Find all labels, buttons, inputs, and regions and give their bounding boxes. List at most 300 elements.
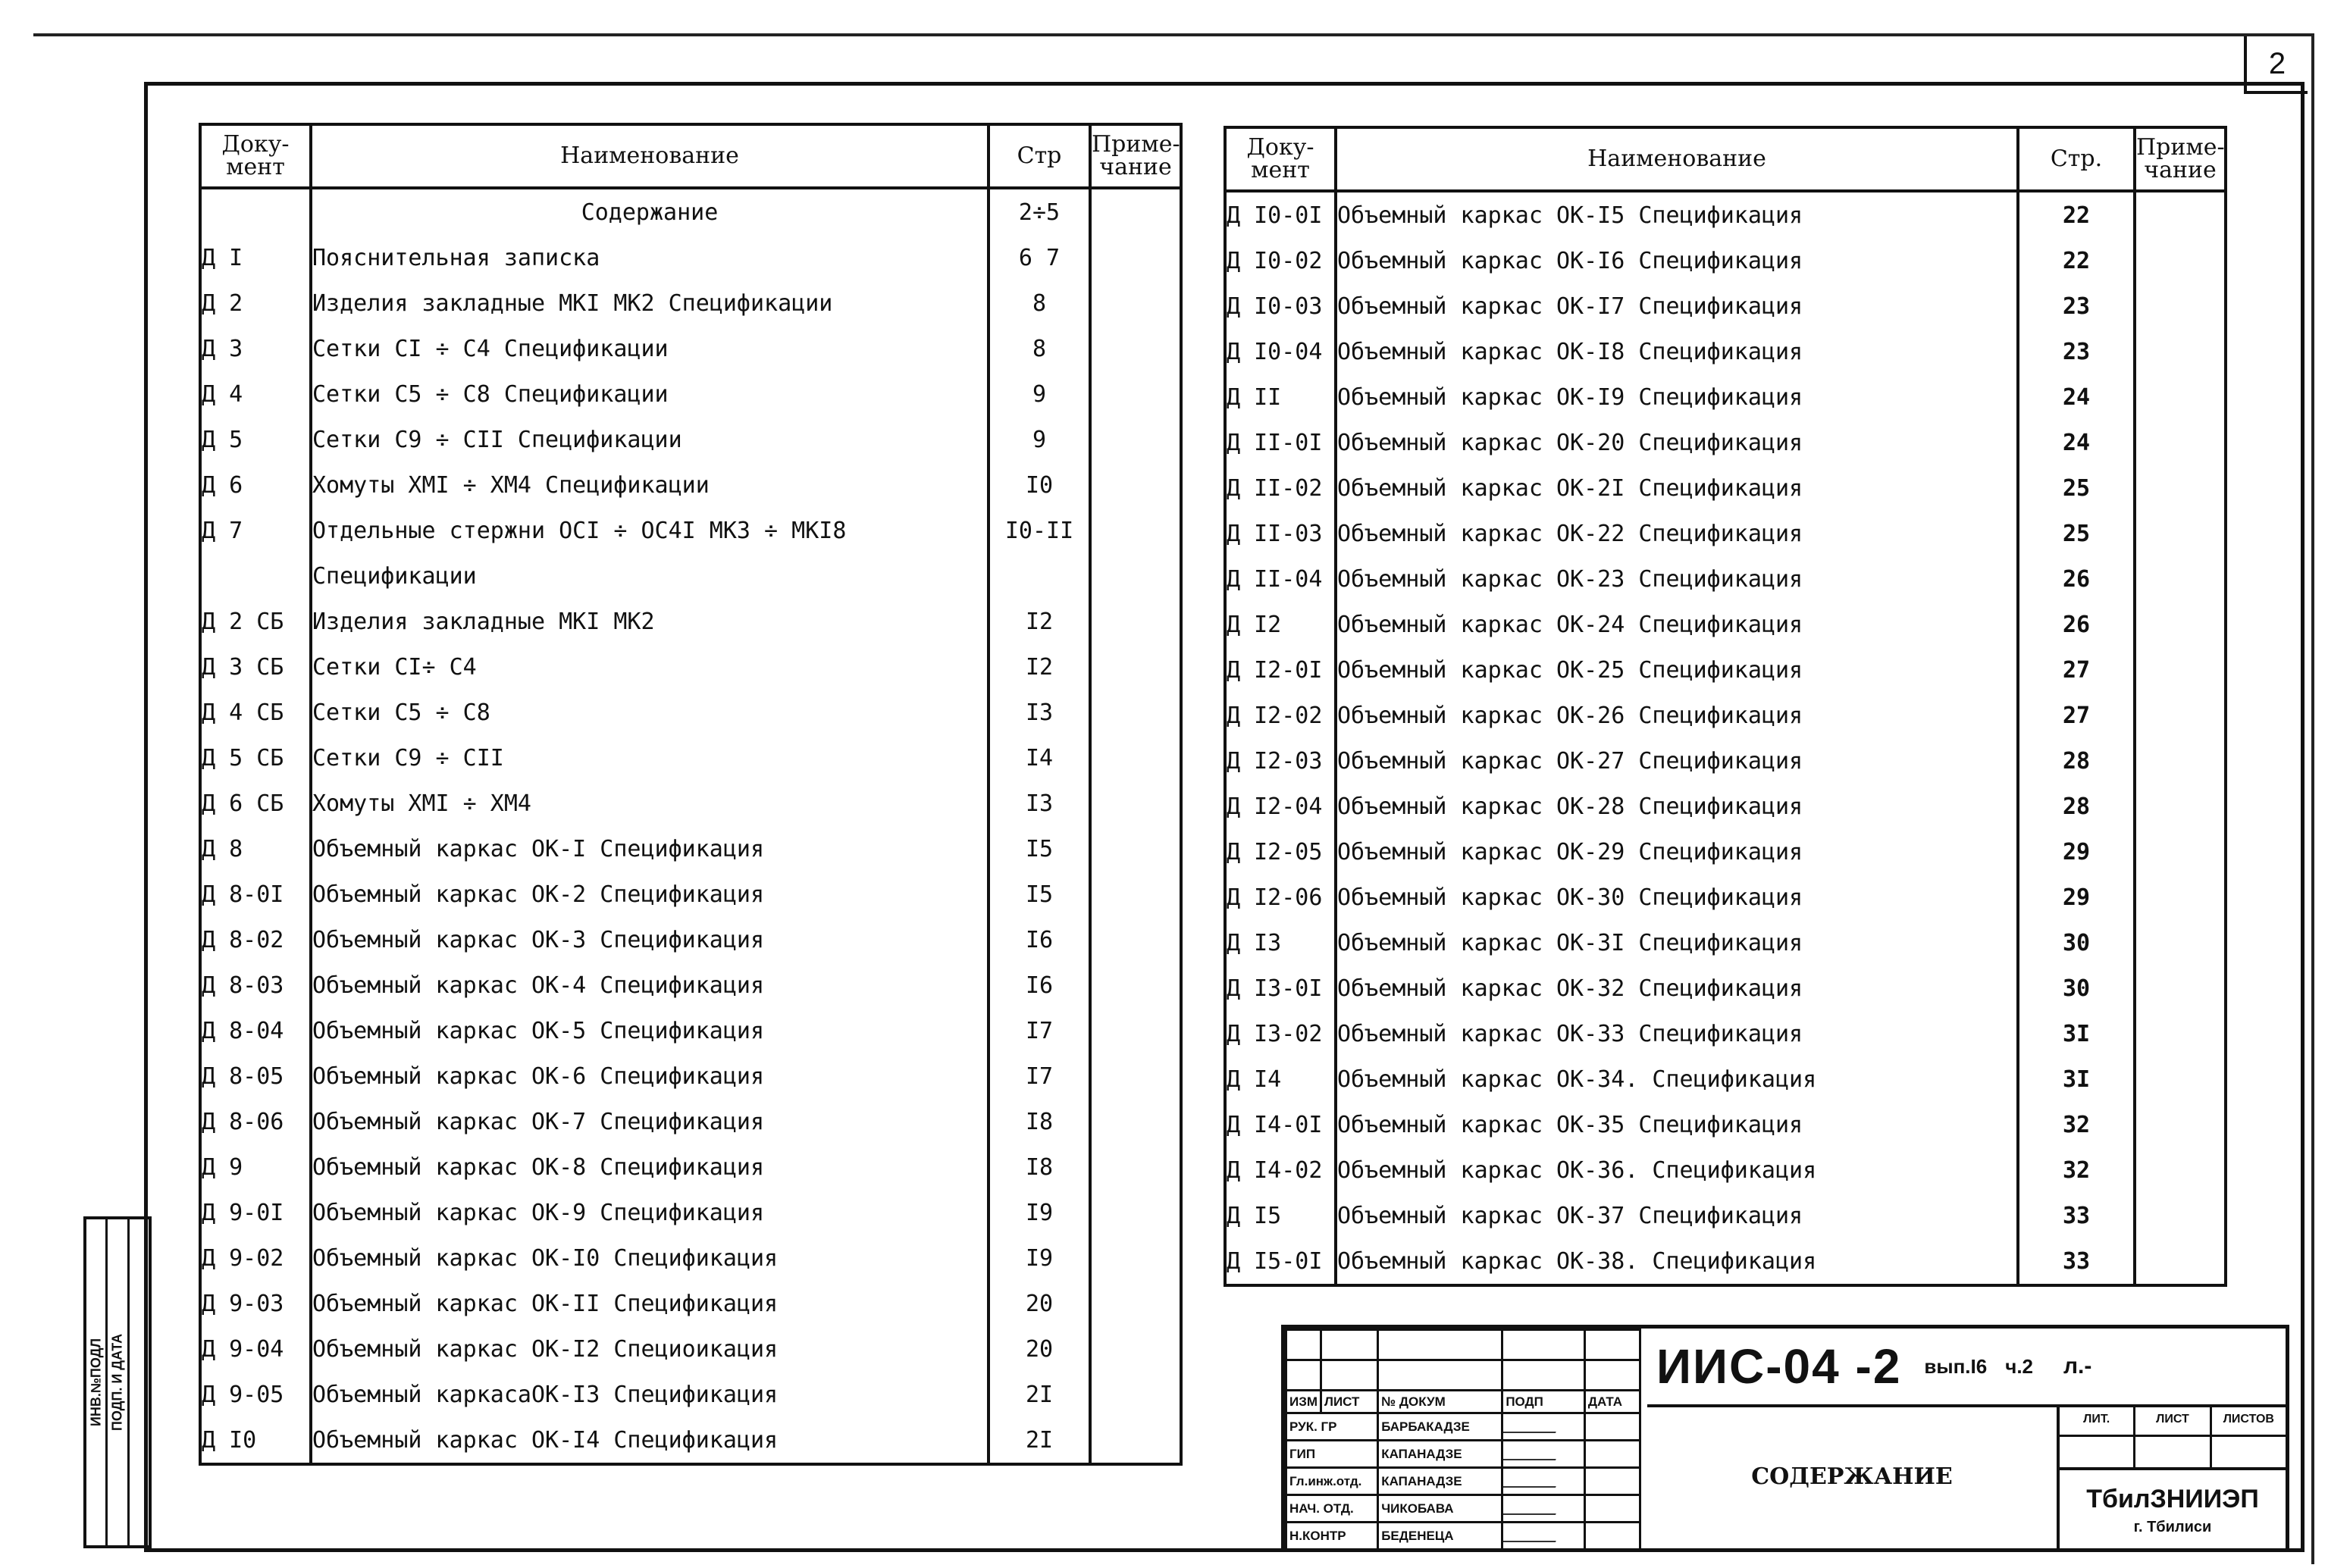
row-name: Объемный каркас ОК-8 Спецификация <box>311 1144 989 1190</box>
row-name: Объемный каркас ОК-36. Спецификация <box>1336 1147 2018 1193</box>
row-note <box>2135 602 2226 647</box>
row-note <box>1090 644 1181 690</box>
table-row <box>200 462 1181 508</box>
row-document-code: Д I3 <box>1225 920 1336 966</box>
row-note <box>2135 1193 2226 1238</box>
row-name: Объемный каркас ОК-25 Спецификация <box>1336 647 2018 693</box>
tb-empty <box>1286 1360 1321 1391</box>
row-document-code: Д I0-04 <box>1225 329 1336 374</box>
row-name: Спецификации <box>311 553 989 599</box>
row-page: 22 <box>2018 238 2135 283</box>
staff-name: КАПАНАДЗЕ <box>1378 1468 1502 1495</box>
row-note <box>2135 647 2226 693</box>
row-document-code: Д 8 <box>200 826 311 872</box>
row-name: Объемный каркас ОК-32 Спецификация <box>1336 966 2018 1011</box>
tb-empty <box>1321 1330 1378 1360</box>
row-document-code: Д 8-05 <box>200 1053 311 1099</box>
row-note <box>1090 1190 1181 1235</box>
row-name: Объемный каркас ОК-I2 Специоикация <box>311 1326 989 1372</box>
row-note <box>1090 962 1181 1008</box>
table-row <box>200 371 1181 417</box>
table-row <box>1225 647 2226 693</box>
table-row <box>1225 465 2226 511</box>
table-row <box>1225 283 2226 329</box>
staff-row <box>1286 1495 1640 1523</box>
row-note <box>1090 1281 1181 1326</box>
row-document-code: Д II-02 <box>1225 465 1336 511</box>
header-document: Доку- мент <box>200 124 311 188</box>
tb-header-izm: ИЗМ <box>1286 1391 1321 1413</box>
row-name: Пояснительная записка <box>311 235 989 280</box>
table-row <box>1225 420 2226 465</box>
row-page: I2 <box>989 644 1090 690</box>
contents-right-body <box>1225 191 2226 1285</box>
row-name: Изделия закладные МКI МК2 <box>311 599 989 644</box>
row-name: Объемный каркас ОК-2I Спецификация <box>1336 465 2018 511</box>
table-row <box>200 599 1181 644</box>
row-name: Объемный каркас ОК-28 Спецификация <box>1336 784 2018 829</box>
title-block-signatures <box>1285 1329 1641 1551</box>
table-row <box>1225 875 2226 920</box>
row-name: Объемный каркас ОК-4 Спецификация <box>311 962 989 1008</box>
row-page: 2I <box>989 1372 1090 1417</box>
row-name: Объемный каркас ОК-I5 Спецификация <box>1336 191 2018 238</box>
row-document-code <box>200 553 311 599</box>
table-row <box>200 1008 1181 1053</box>
row-document-code: Д I4-0I <box>1225 1102 1336 1147</box>
staff-row <box>1286 1468 1640 1495</box>
document-code: ИИС-04 -2 <box>1656 1339 1902 1394</box>
tb-empty <box>1378 1360 1502 1391</box>
row-document-code: Д I2-05 <box>1225 829 1336 875</box>
row-document-code: Д 3 СБ <box>200 644 311 690</box>
table-row <box>1225 1238 2226 1285</box>
row-page: I7 <box>989 1008 1090 1053</box>
tb-sheets-value <box>2212 1437 2286 1467</box>
tb-stage-label: ЛИТ. <box>2060 1404 2135 1435</box>
document-sheet-label: л.- <box>2063 1354 2092 1379</box>
row-name: Объемный каркас ОК-20 Спецификация <box>1336 420 2018 465</box>
header-name: Наименование <box>311 124 989 188</box>
table-row <box>200 1053 1181 1099</box>
row-document-code: Д 3 <box>200 326 311 371</box>
staff-role: Гл.инж.отд. <box>1286 1468 1378 1495</box>
tb-sheet-label: ЛИСТ <box>2135 1404 2211 1435</box>
row-document-code: Д I2-04 <box>1225 784 1336 829</box>
row-page: 2÷5 <box>989 188 1090 235</box>
row-document-code: Д 6 СБ <box>200 781 311 826</box>
row-page: 2I <box>989 1417 1090 1464</box>
contents-left-body <box>200 188 1181 1464</box>
row-note <box>1090 872 1181 917</box>
row-note <box>2135 511 2226 556</box>
row-document-code: Д II-03 <box>1225 511 1336 556</box>
row-name: Хомуты ХМI ÷ ХМ4 Спецификации <box>311 462 989 508</box>
table-row <box>1225 511 2226 556</box>
table-row <box>1225 1147 2226 1193</box>
header-note: Приме- чание <box>2135 127 2226 191</box>
row-name: Содержание <box>311 188 989 235</box>
row-note <box>2135 283 2226 329</box>
staff-signature <box>1502 1495 1585 1523</box>
tb-header-date: ДАТА <box>1584 1391 1640 1413</box>
row-document-code: Д I2-06 <box>1225 875 1336 920</box>
row-note <box>1090 280 1181 326</box>
row-document-code: Д II-0I <box>1225 420 1336 465</box>
row-document-code: Д I3-02 <box>1225 1011 1336 1056</box>
table-row <box>200 917 1181 962</box>
row-page: 9 <box>989 371 1090 417</box>
table-row <box>1225 920 2226 966</box>
header-page: Стр. <box>2018 127 2135 191</box>
row-name: Объемный каркас ОК-I4 Спецификация <box>311 1417 989 1464</box>
staff-row <box>1286 1441 1640 1468</box>
side-stamp-col-sign-date <box>108 1219 129 1545</box>
row-document-code: Д 8-04 <box>200 1008 311 1053</box>
table-row <box>200 280 1181 326</box>
row-page: 3I <box>2018 1011 2135 1056</box>
tb-sheet-info <box>2060 1404 2286 1548</box>
row-note <box>2135 329 2226 374</box>
row-document-code: Д I5-0I <box>1225 1238 1336 1285</box>
row-page: 30 <box>2018 920 2135 966</box>
row-document-code: Д II <box>1225 374 1336 420</box>
staff-name: БЕДЕНЕЦА <box>1378 1523 1502 1550</box>
row-note <box>1090 917 1181 962</box>
row-page: 28 <box>2018 738 2135 784</box>
staff-row <box>1286 1413 1640 1441</box>
row-name: Объемный каркас ОК-I8 Спецификация <box>1336 329 2018 374</box>
table-row <box>200 1417 1181 1464</box>
row-note <box>1090 1417 1181 1464</box>
row-document-code: Д I0-03 <box>1225 283 1336 329</box>
row-note <box>1090 1144 1181 1190</box>
row-document-code: Д I <box>200 235 311 280</box>
row-note <box>1090 781 1181 826</box>
row-page: 27 <box>2018 693 2135 738</box>
row-page: I7 <box>989 1053 1090 1099</box>
row-page: I5 <box>989 872 1090 917</box>
row-name: Объемный каркас ОК-30 Спецификация <box>1336 875 2018 920</box>
table-row <box>1225 966 2226 1011</box>
row-document-code: Д 9-03 <box>200 1281 311 1326</box>
row-document-code: Д 2 <box>200 280 311 326</box>
row-note <box>1090 1326 1181 1372</box>
row-note <box>2135 1238 2226 1285</box>
row-document-code: Д 9-0I <box>200 1190 311 1235</box>
row-note <box>2135 465 2226 511</box>
row-name: Объемный каркас ОК-37 Спецификация <box>1336 1193 2018 1238</box>
row-name: Объемный каркас ОК-24 Спецификация <box>1336 602 2018 647</box>
row-note <box>2135 920 2226 966</box>
table-row <box>1225 191 2226 238</box>
row-name: Объемный каркас ОК-35 Спецификация <box>1336 1102 2018 1147</box>
row-page: 27 <box>2018 647 2135 693</box>
tb-empty <box>1584 1330 1640 1360</box>
signature-mark <box>1502 1444 1562 1460</box>
row-page: 32 <box>2018 1102 2135 1147</box>
tb-empty <box>1502 1360 1585 1391</box>
tb-header-sign: ПОДП <box>1502 1391 1585 1413</box>
row-document-code: Д I3-0I <box>1225 966 1336 1011</box>
row-page: 8 <box>989 280 1090 326</box>
row-page: I6 <box>989 917 1090 962</box>
table-row <box>200 553 1181 599</box>
table-row <box>200 735 1181 781</box>
row-document-code: Д 4 СБ <box>200 690 311 735</box>
row-document-code: Д I0 <box>200 1417 311 1464</box>
signature-mark <box>1502 1471 1562 1488</box>
row-name: Объемный каркас ОК-3I Спецификация <box>1336 920 2018 966</box>
row-note <box>1090 1008 1181 1053</box>
row-page: 22 <box>2018 191 2135 238</box>
table-row <box>200 1144 1181 1190</box>
staff-signature <box>1502 1468 1585 1495</box>
row-note <box>2135 693 2226 738</box>
document-title: СОДЕРЖАНИЕ <box>1647 1404 2060 1548</box>
row-name: Сетки С9 ÷ СII <box>311 735 989 781</box>
row-page: 23 <box>2018 329 2135 374</box>
row-page: 33 <box>2018 1238 2135 1285</box>
tb-sheets-label: ЛИСТОВ <box>2223 1413 2274 1426</box>
row-note <box>1090 417 1181 462</box>
header-note: Приме- чание <box>1090 124 1181 188</box>
document-part: ч.2 <box>2005 1354 2033 1378</box>
row-note <box>2135 875 2226 920</box>
title-block <box>1281 1325 2289 1552</box>
staff-date <box>1584 1468 1640 1495</box>
row-note <box>2135 374 2226 420</box>
row-page: 25 <box>2018 465 2135 511</box>
row-document-code: Д I0-0I <box>1225 191 1336 238</box>
staff-signature <box>1502 1441 1585 1468</box>
row-document-code: Д 8-02 <box>200 917 311 962</box>
header-name: Наименование <box>1336 127 2018 191</box>
row-note <box>2135 238 2226 283</box>
row-name: Объемный каркас ОК-22 Спецификация <box>1336 511 2018 556</box>
row-document-code: Д 6 <box>200 462 311 508</box>
row-page: 25 <box>2018 511 2135 556</box>
row-document-code: Д I4 <box>1225 1056 1336 1102</box>
side-stamp-sign-date-label: ПОДП. И ДАТА <box>109 1333 125 1432</box>
row-note <box>1090 690 1181 735</box>
table-row <box>1225 829 2226 875</box>
row-page: I0 <box>989 462 1090 508</box>
tb-sheet-headers <box>2060 1404 2286 1437</box>
row-page: I9 <box>989 1235 1090 1281</box>
table-row <box>1225 329 2226 374</box>
row-note <box>2135 1102 2226 1147</box>
row-page: I0-II <box>989 508 1090 553</box>
row-page: 26 <box>2018 602 2135 647</box>
row-document-code: Д 8-03 <box>200 962 311 1008</box>
row-note <box>2135 738 2226 784</box>
table-row <box>200 326 1181 371</box>
row-page: I3 <box>989 781 1090 826</box>
row-document-code: Д I2 <box>1225 602 1336 647</box>
table-row <box>200 781 1181 826</box>
table-row <box>1225 784 2226 829</box>
row-name: Отдельные стержни ОСI ÷ ОС4I МК3 ÷ МКI8 <box>311 508 989 553</box>
staff-date <box>1584 1441 1640 1468</box>
staff-role: ГИП <box>1286 1441 1378 1468</box>
row-note <box>2135 966 2226 1011</box>
row-page: I9 <box>989 1190 1090 1235</box>
signature-mark <box>1502 1526 1562 1542</box>
row-name: Сетки С9 ÷ СII Спецификации <box>311 417 989 462</box>
tb-empty <box>1502 1330 1585 1360</box>
row-document-code: Д II-04 <box>1225 556 1336 602</box>
row-note <box>2135 1011 2226 1056</box>
row-name: Объемный каркас ОК-I6 Спецификация <box>1336 238 2018 283</box>
document-issue: вып.I6 <box>1924 1354 1988 1378</box>
row-document-code: Д I2-03 <box>1225 738 1336 784</box>
row-document-code: Д I4-02 <box>1225 1147 1336 1193</box>
row-document-code: Д I0-02 <box>1225 238 1336 283</box>
tb-sheet-value <box>2135 1437 2211 1467</box>
side-stamp-col-inventory <box>86 1219 108 1545</box>
row-note <box>1090 1053 1181 1099</box>
tb-header-doc-no: № ДОКУМ <box>1378 1391 1502 1413</box>
row-page: 24 <box>2018 420 2135 465</box>
tb-organization <box>2060 1470 2286 1551</box>
table-row <box>1225 374 2226 420</box>
row-document-code: Д 7 <box>200 508 311 553</box>
row-document-code <box>200 188 311 235</box>
table-row <box>200 417 1181 462</box>
contents-table-left <box>199 123 1183 1466</box>
contents-table-right <box>1224 126 2227 1287</box>
table-row <box>200 826 1181 872</box>
row-note <box>1090 599 1181 644</box>
row-note <box>1090 553 1181 599</box>
table-row <box>1225 1056 2226 1102</box>
row-name: Объемный каркас ОК-I9 Спецификация <box>1336 374 2018 420</box>
row-name: Объемный каркас ОК-9 Спецификация <box>311 1190 989 1235</box>
row-name: Объемный каркасаОК-I3 Спецификация <box>311 1372 989 1417</box>
row-page: 33 <box>2018 1193 2135 1238</box>
staff-role: Н.КОНТР <box>1286 1523 1378 1550</box>
row-page: I5 <box>989 826 1090 872</box>
row-note <box>1090 1372 1181 1417</box>
row-name: Объемный каркас ОК-3 Спецификация <box>311 917 989 962</box>
table-row <box>200 690 1181 735</box>
row-page: 6 7 <box>989 235 1090 280</box>
row-name: Объемный каркас ОК-7 Спецификация <box>311 1099 989 1144</box>
row-page: 20 <box>989 1281 1090 1326</box>
row-name: Объемный каркас ОК-29 Спецификация <box>1336 829 2018 875</box>
row-page: 24 <box>2018 374 2135 420</box>
table-row <box>200 235 1181 280</box>
staff-name: БАРБАКАДЗЕ <box>1378 1413 1502 1441</box>
header-document: Доку- мент <box>1225 127 1336 191</box>
row-name: Сетки СI÷ С4 <box>311 644 989 690</box>
row-document-code: Д 4 <box>200 371 311 417</box>
row-page: 28 <box>2018 784 2135 829</box>
row-name: Объемный каркас ОК-33 Спецификация <box>1336 1011 2018 1056</box>
signature-mark <box>1502 1498 1562 1515</box>
table-row <box>1225 602 2226 647</box>
row-note <box>2135 1147 2226 1193</box>
row-document-code: Д 9-02 <box>200 1235 311 1281</box>
organization-city: г. Тбилиси <box>2133 1519 2212 1535</box>
row-note <box>1090 826 1181 872</box>
row-page: I3 <box>989 690 1090 735</box>
side-stamp-col-blank <box>130 1219 149 1545</box>
table-row <box>200 962 1181 1008</box>
row-name: Объемный каркас ОК-5 Спецификация <box>311 1008 989 1053</box>
row-note <box>1090 235 1181 280</box>
row-document-code: Д 5 СБ <box>200 735 311 781</box>
row-page: I8 <box>989 1099 1090 1144</box>
row-name: Объемный каркас ОК-I Спецификация <box>311 826 989 872</box>
table-row <box>200 1099 1181 1144</box>
row-name: Сетки С5 ÷ С8 <box>311 690 989 735</box>
row-name: Объемный каркас ОК-26 Спецификация <box>1336 693 2018 738</box>
row-name: Объемный каркас ОК-38. Спецификация <box>1336 1238 2018 1285</box>
table-row <box>1225 1102 2226 1147</box>
row-note <box>1090 508 1181 553</box>
row-note <box>1090 371 1181 417</box>
row-name: Объемный каркас ОК-I0 Спецификация <box>311 1235 989 1281</box>
tb-empty <box>1321 1360 1378 1391</box>
tb-staff-rows <box>1286 1413 1640 1550</box>
row-document-code: Д 8-0I <box>200 872 311 917</box>
row-document-code: Д I2-02 <box>1225 693 1336 738</box>
row-page: 23 <box>2018 283 2135 329</box>
tb-empty <box>1378 1330 1502 1360</box>
row-document-code: Д 2 СБ <box>200 599 311 644</box>
row-note <box>2135 829 2226 875</box>
organization-name: ТбилЗНИИЭП <box>2086 1485 2259 1513</box>
staff-name: КАПАНАДЗЕ <box>1378 1441 1502 1468</box>
staff-signature <box>1502 1413 1585 1441</box>
staff-signature <box>1502 1523 1585 1550</box>
row-page: I6 <box>989 962 1090 1008</box>
table-row <box>200 1326 1181 1372</box>
staff-date <box>1584 1523 1640 1550</box>
table-row <box>200 188 1181 235</box>
table-row <box>1225 693 2226 738</box>
row-name: Сетки СI ÷ С4 Спецификации <box>311 326 989 371</box>
row-page: 29 <box>2018 875 2135 920</box>
row-note <box>1090 1099 1181 1144</box>
row-note <box>2135 1056 2226 1102</box>
row-note <box>2135 420 2226 465</box>
row-page: I2 <box>989 599 1090 644</box>
row-page: 32 <box>2018 1147 2135 1193</box>
table-row <box>200 872 1181 917</box>
row-page: 30 <box>2018 966 2135 1011</box>
table-row <box>1225 1193 2226 1238</box>
sheet-number: 2 <box>2244 36 2308 94</box>
row-document-code: Д 9 <box>200 1144 311 1190</box>
side-stamp <box>83 1216 152 1548</box>
table-row <box>1225 1011 2226 1056</box>
table-row <box>200 1190 1181 1235</box>
row-name: Объемный каркас ОК-2 Спецификация <box>311 872 989 917</box>
row-name: Объемный каркас ОК-6 Спецификация <box>311 1053 989 1099</box>
row-page: 29 <box>2018 829 2135 875</box>
row-document-code: Д I2-0I <box>1225 647 1336 693</box>
row-document-code: Д 8-06 <box>200 1099 311 1144</box>
row-document-code: Д I5 <box>1225 1193 1336 1238</box>
row-page: 20 <box>989 1326 1090 1372</box>
row-document-code: Д 9-05 <box>200 1372 311 1417</box>
table-row <box>200 1372 1181 1417</box>
table-row <box>200 1281 1181 1326</box>
row-name: Сетки С5 ÷ С8 Спецификации <box>311 371 989 417</box>
